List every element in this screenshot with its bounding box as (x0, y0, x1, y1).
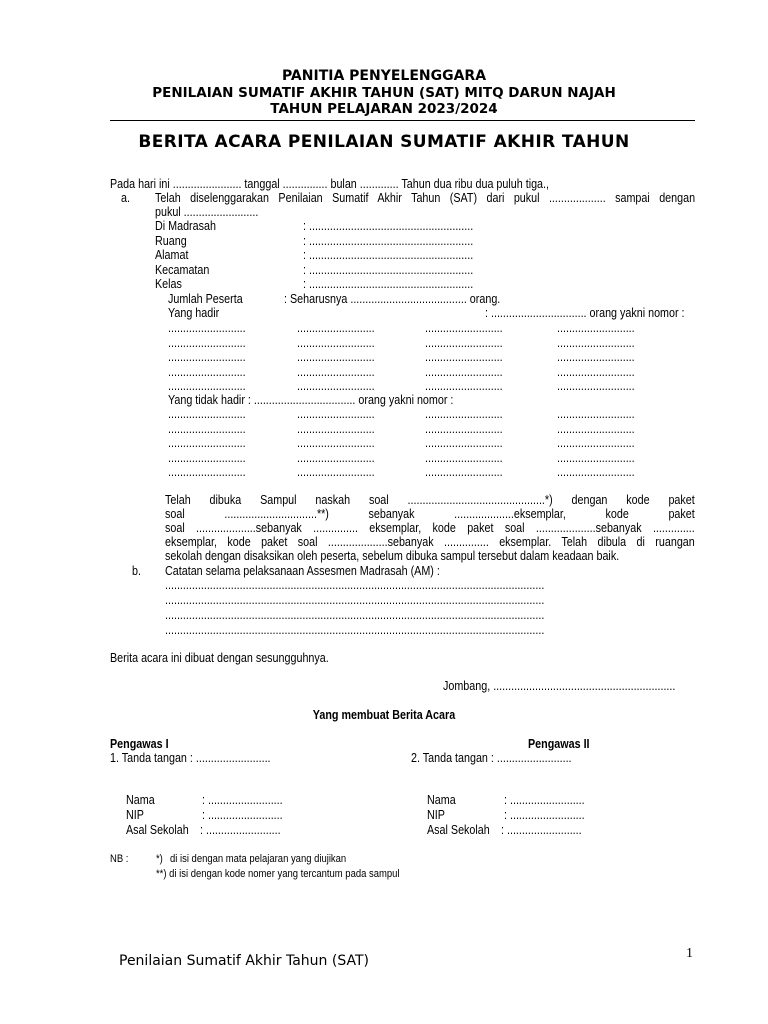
footer-text: Penilaian Sumatif Akhir Tahun (SAT) (119, 953, 369, 969)
absent-number-cell: .......................... (557, 421, 635, 436)
present-number-cell: .......................... (297, 335, 375, 350)
pengawas-2-nip-label: NIP (427, 808, 445, 822)
absent-number-cell: .......................... (297, 450, 375, 465)
pengawas-2-signature-line: 2. Tanda tangan : ......................... (411, 751, 572, 765)
notes-dotted-line: ............................................................................................................................... (165, 578, 545, 592)
present-number-cell: .......................... (557, 379, 635, 393)
field-label-ruang: Ruang (155, 234, 187, 248)
absent-number-cell: .......................... (168, 465, 246, 479)
jumlah-peserta-label: Jumlah Peserta (168, 292, 243, 306)
pengawas-1-nip-value: : ......................... (202, 808, 283, 822)
present-number-cell: .......................... (168, 350, 246, 364)
absent-number-cell: .......................... (168, 421, 246, 436)
present-number-cell: .......................... (297, 364, 375, 379)
present-number-cell: .......................... (557, 364, 635, 379)
absent-number-cell: .......................... (297, 436, 375, 450)
present-number-cell: .......................... (557, 350, 635, 364)
present-number-cell: .......................... (297, 350, 375, 364)
closing-statement: Berita acara ini dibuat dengan sesungguhnya. (110, 651, 329, 665)
present-number-cell: .......................... (425, 364, 503, 379)
present-number-cell: .......................... (425, 350, 503, 364)
absent-number-cell: .......................... (297, 407, 375, 421)
school-year-heading: TAHUN PELAJARAN 2023/2024 (270, 101, 498, 117)
pengawas-1-nip-label: NIP (126, 808, 144, 822)
present-number-cell: .......................... (168, 321, 246, 335)
pengawas-1-sekolah-label: Asal Sekolah (126, 823, 189, 837)
field-value-kelas: : ....................................................... (303, 277, 474, 291)
yang-hadir-value: : ................................ orang yakni nomor : (485, 306, 685, 320)
pengawas-1-sekolah-value: : ......................... (200, 823, 281, 837)
field-value-ruang: : ....................................................... (303, 234, 474, 248)
pengawas-2-title: Pengawas II (528, 737, 590, 751)
present-number-cell: .......................... (557, 335, 635, 350)
intro-line: Pada hari ini ....................... tanggal ............... bulan ............. Tahun dua ribu dua puluh tiga., (110, 177, 550, 191)
section-a-marker: a. (121, 191, 130, 205)
absent-number-cell: .......................... (297, 465, 375, 479)
present-number-cell: .......................... (425, 379, 503, 393)
field-label-madrasah: Di Madrasah (155, 219, 216, 233)
present-number-cell: .......................... (168, 364, 246, 379)
exam-name-heading: PENILAIAN SUMATIF AKHIR TAHUN (SAT) MITQ DARUN NAJAH (152, 85, 616, 101)
pengawas-2-nama-value: : ......................... (504, 793, 585, 807)
pengawas-2-nip-value: : ......................... (504, 808, 585, 822)
present-number-cell: .......................... (297, 321, 375, 335)
present-number-cell: .......................... (425, 321, 503, 335)
paragraph-line: sekolah dengan disaksikan oleh peserta, sebelum dibuka sampul tersebut dalam keadaan baik. (165, 549, 620, 563)
absent-number-cell: .......................... (557, 436, 635, 450)
pengawas-1-signature-line: 1. Tanda tangan : ......................... (110, 751, 271, 765)
absent-number-cell: .......................... (168, 450, 246, 465)
present-number-cell: .......................... (297, 379, 375, 393)
notes-dotted-line: ............................................................................................................................... (165, 623, 545, 637)
absent-number-cell: .......................... (297, 421, 375, 436)
present-number-cell: .......................... (557, 321, 635, 335)
committee-heading: PANITIA PENYELENGGARA (281, 68, 487, 84)
place-date-line: Jombang, ............................................................. (443, 679, 676, 693)
nb-note-2: **) di isi dengan kode nomer yang tercantum pada sampul (156, 868, 400, 880)
yang-hadir-label: Yang hadir (168, 306, 220, 320)
present-number-cell: .......................... (425, 335, 503, 350)
page-number: 1 (686, 946, 693, 961)
pengawas-2-sekolah-label: Asal Sekolah (427, 823, 490, 837)
paragraph-line: eksemplar, kode paket soal ....................sebanyak ............... eksemplar. Telah dibula di ruangan (165, 535, 695, 549)
pengawas-1-nama-value: : ......................... (202, 793, 283, 807)
paragraph-line: Telah dibuka Sampul naskah soal ..............................................*) dengan kode paket (165, 493, 695, 507)
absent-number-cell: .......................... (425, 407, 503, 421)
section-b-text: Catatan selama pelaksanaan Assesmen Madrasah (AM) : (165, 564, 440, 578)
document-title: BERITA ACARA PENILAIAN SUMATIF AKHIR TAHUN (138, 132, 630, 152)
paragraph-line: soal ...............................**) sebanyak ....................eksemplar, kode paket (165, 507, 695, 521)
nb-note-1: di isi dengan mata pelajaran yang diujikan (170, 853, 347, 865)
absent-number-cell: .......................... (557, 465, 635, 479)
pengawas-2-sekolah-value: : ......................... (501, 823, 582, 837)
pengawas-1-nama-label: Nama (126, 793, 155, 807)
absent-number-cell: .......................... (557, 450, 635, 465)
absent-number-cell: .......................... (168, 407, 246, 421)
notes-dotted-line: ............................................................................................................................... (165, 593, 545, 607)
field-label-alamat: Alamat (155, 248, 189, 262)
pengawas-2-nama-label: Nama (427, 793, 456, 807)
yang-tidak-hadir-line: Yang tidak hadir : .................................. orang yakni nomor : (168, 393, 454, 407)
header-divider (110, 120, 695, 121)
field-label-kelas: Kelas (155, 277, 182, 291)
jumlah-peserta-value: : Seharusnya ....................................... orang. (284, 292, 501, 306)
field-value-kecamatan: : ....................................................... (303, 263, 474, 277)
notes-dotted-line: ............................................................................................................................... (165, 608, 545, 622)
absent-number-cell: .......................... (425, 436, 503, 450)
absent-number-cell: .......................... (168, 436, 246, 450)
field-label-kecamatan: Kecamatan (155, 263, 210, 277)
present-number-cell: .......................... (168, 335, 246, 350)
absent-number-cell: .......................... (425, 450, 503, 465)
nb-label: NB : (110, 853, 129, 865)
pengawas-1-title: Pengawas I (110, 737, 169, 751)
present-number-cell: .......................... (168, 379, 246, 393)
nb-note-1-mark: *) (156, 853, 163, 865)
absent-number-cell: .......................... (557, 407, 635, 421)
signed-by-heading: Yang membuat Berita Acara (312, 708, 456, 722)
absent-number-cell: .......................... (425, 465, 503, 479)
absent-number-cell: .......................... (425, 421, 503, 436)
section-a-line2: pukul ......................... (155, 205, 259, 219)
field-value-madrasah: : ....................................................... (303, 219, 474, 233)
field-value-alamat: : ....................................................... (303, 248, 474, 262)
section-b-marker: b. (132, 564, 141, 578)
paragraph-line: soal ....................sebanyak ............... eksemplar, kode paket soal ....................sebanyak .............. (165, 521, 695, 535)
section-a-line1: Telah diselenggarakan Penilaian Sumatif Akhir Tahun (SAT) dari pukul ................... sampai dengan (155, 191, 696, 205)
